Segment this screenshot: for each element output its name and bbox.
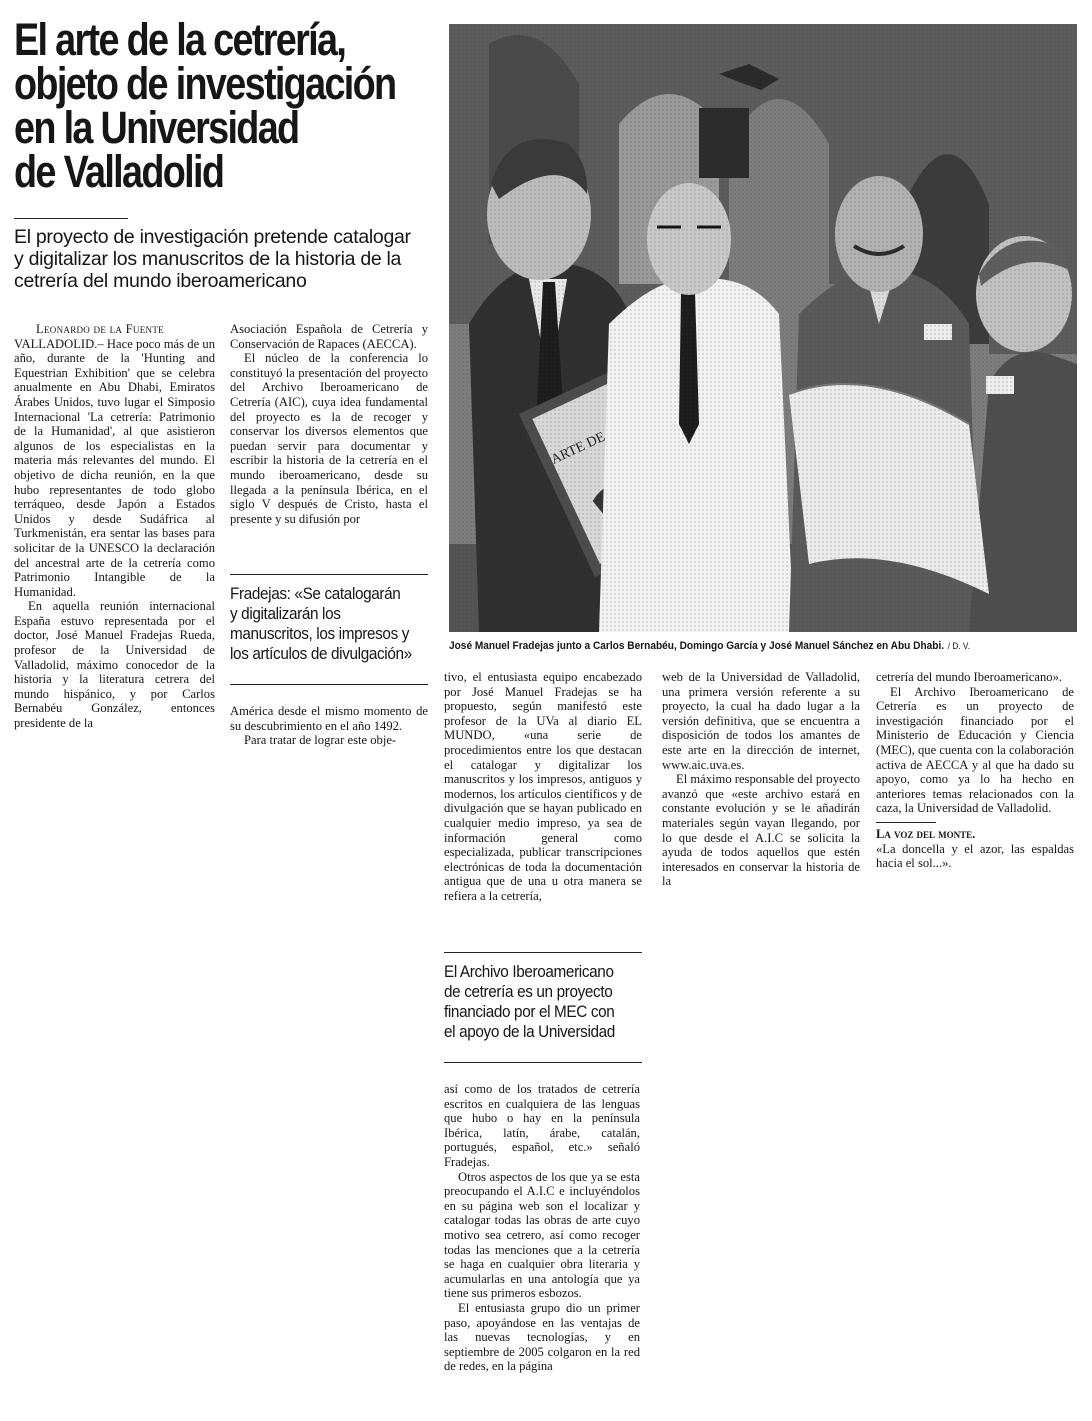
- article-paragraph: cetrería del mundo Iberoamericano».: [876, 670, 1063, 684]
- headline: [14, 14, 396, 197]
- pullquote-line: los artículos de divulgación»: [230, 644, 412, 663]
- subheadline-line: El proyecto de investigación pretende catalogar: [14, 226, 411, 248]
- article-paragraph: web de la Universidad de Valladolid, una primera versión referente a su proyecto, la cual ha dado lugar a la versión definitiva, que se encuentra a disposición de todos los amantes de este arte en la dirección de internet, www.aic.uva.es.: [662, 670, 860, 772]
- pullquote-line: manuscritos, los impresos y: [230, 624, 410, 643]
- pullquote-line: Fradejas: «Se catalogarán: [230, 584, 401, 603]
- pullquote-rule-bottom: [444, 1062, 642, 1063]
- article-column-1: [14, 322, 215, 731]
- byline-author: Leonardo de la Fuente: [36, 322, 164, 336]
- caption-text: José Manuel Fradejas junto a Carlos Bernabéu, Domingo García y José Manuel Sánchez en Abu Dhabi.: [449, 640, 945, 652]
- article-paragraph: El entusiasta grupo dio un primer paso, apoyándose en las ventajas de las nuevas tecnologías, y en septiembre de 2005 colgaron en la red de redes, en la página: [444, 1300, 640, 1374]
- pullquote-line: financiado por el MEC con: [444, 1002, 615, 1021]
- article-column-5: [876, 670, 1074, 871]
- article-column-3-bottom: [444, 1082, 640, 1374]
- photo-caption: [449, 640, 1027, 652]
- signature-title: La voz del monte.: [876, 826, 976, 841]
- pullquote-rule-top: [444, 952, 642, 953]
- pullquote-line: el apoyo de la Universidad: [444, 1022, 615, 1041]
- article-column-3-top: [444, 670, 642, 904]
- article-column-4: [662, 670, 860, 889]
- subheadline-line: y digitalizar los manuscritos de la historia de la: [14, 248, 402, 270]
- subheadline: [14, 226, 434, 292]
- pullquote-rule-bottom: [230, 684, 428, 685]
- article-photo: [449, 24, 1077, 632]
- article-paragraph: Para tratar de lograr este obje-: [244, 733, 397, 748]
- photo-credit: / D. V.: [947, 641, 971, 651]
- article-column-2-bottom: [230, 704, 428, 748]
- byline: [14, 322, 215, 337]
- photo-illustration: [449, 24, 1077, 632]
- article-paragraph: En aquella reunión internacional España estuvo representada por el doctor, José Manuel Fradejas Rueda, profesor de la Universidad de Valladolid, máximo conocedor de la historia y la literatura cetrera del mundo hispánico, y por Carlos Bernabéu González, entonces presidente de la: [14, 599, 215, 731]
- signature-divider: [876, 822, 936, 823]
- closing-quote: «La doncella y el azor, las espaldas hacia el sol...».: [876, 841, 1074, 871]
- article-paragraph: El núcleo de la conferencia lo constituyó la presentación del proyecto del Archivo Iberoamericano de Cetrería (AIC), cuya idea fundamental del proyecto es la de recoger y conservar los diversos elementos que puedan servir para documentar y escribir la historia de la cetrería en el mundo iberoamericano, desde su llegada a la península Ibérica, en el siglo V después de Cristo, hasta el presente y su difusión por: [230, 351, 428, 526]
- article-paragraph: [14, 337, 215, 600]
- subheadline-line: cetrería del mundo iberoamericano: [14, 270, 307, 292]
- article-paragraph: América desde el mismo momento de su descubrimiento en el año 1492.: [230, 704, 428, 733]
- article-paragraph: El Archivo Iberoamericano de Cetrería es un proyecto de investigación financiado por el Ministerio de Educación y Ciencia (MEC), que cuenta con la colaboración activa de AECCA y al que ha dado su apoyo, como ya lo ha hecho en anteriores temas relacionados con la caza, la Universidad de Valladolid.: [876, 684, 1074, 816]
- headline-line: El arte de la cetrería,: [14, 14, 346, 65]
- article-paragraph: así como de los tratados de cetrería escritos en cualquiera de las lenguas que hubo o hay en la península Ibérica, latín, árabe, catalán, portugués, español, etc.» señaló Fradejas.: [444, 1082, 640, 1169]
- headline-line: objeto de investigación: [14, 58, 396, 109]
- pullquote-line: y digitalizarán los: [230, 604, 341, 623]
- pullquote-line: El Archivo Iberoamericano: [444, 962, 614, 981]
- headline-divider: [14, 218, 128, 219]
- byline-location: VALLADOLID.–: [14, 336, 104, 351]
- headline-line: en la Universidad: [14, 102, 299, 153]
- pullquote-fradejas: [230, 584, 428, 664]
- article-paragraph: Asociación Española de Cetrería y Conservación de Rapaces (AECCA).: [230, 322, 428, 351]
- article-paragraph: El máximo responsable del proyecto avanzó que «este archivo estará en constante evolución y se le añadirán materiales según vayan llegando, por lo que desde el A.I.C se solicita la ayuda de todos aquellos que estén interesados en conservar la historia de la: [662, 772, 860, 889]
- article-column-2-top: [230, 322, 428, 526]
- paragraph-text: Hace poco más de un año, durante de la 'Hunting and Equestrian Exhibition' que se celebra anualmente en Abu Dhabi, Emiratos Árabes Unidos, tuvo lugar el Simposio Internacional 'La cetrería: Patrimonio de la Humanidad', al que asistieron algunos de los especialistas en la materia más relevantes del mundo. El objetivo de dicha reunión, en la que hubo representantes de todo globo terráqueo, desde Japón a Estados Unidos y desde Sudáfrica al Turkmenistán, era sentar las bases para solicitar de la UNESCO la declaración del ancestral arte de la cetrería como Patrimonio Intangible de la Humanidad.: [14, 336, 215, 599]
- article-paragraph: Otros aspectos de los que ya se esta preocupando el A.I.C e incluyéndolos en su página web son el localizar y catalogar todas las obras de arte cuyo motivo sea cetrero, así como recoger todas las menciones que a la cetrería se haga en cualquier obra literaria y acumularlas en una antología que ya tiene sus primeros esbozos.: [444, 1169, 640, 1301]
- pullquote-archivo: [444, 962, 642, 1042]
- pullquote-rule-top: [230, 574, 428, 575]
- headline-line: de Valladolid: [14, 146, 224, 197]
- article-paragraph: tivo, el entusiasta equipo encabezado por José Manuel Fradejas se ha propuesto, según manifestó este profesor de la UVa al diario EL MUNDO, «una serie de procedimientos entre los que destacan el catalogar y digitalizar los manuscritos y los impresos, antiguos y modernos, los artículos científicos y de divulgación que se hayan publicado en cualquier medio impreso, ya sea de información general como especializada, publicar transcripciones electrónicas de toda la documentación antigua que de una u otra manera se refiera a la cetrería,: [444, 670, 642, 903]
- pullquote-line: de cetrería es un proyecto: [444, 982, 613, 1001]
